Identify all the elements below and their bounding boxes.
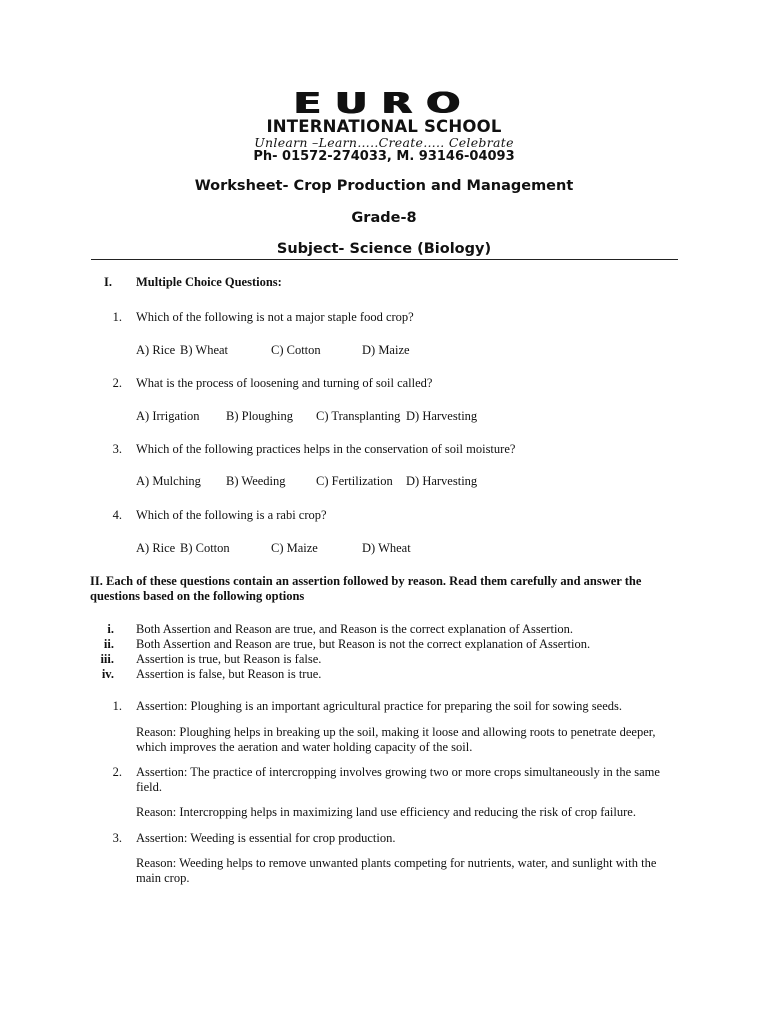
option-a: A) Irrigation	[136, 409, 200, 423]
reason-text: Reason: Ploughing helps in breaking up the soil, making it loose and allowing roots to penetrate deeper,	[136, 725, 656, 739]
option-d: D) Wheat	[362, 541, 411, 555]
option-a: A) Mulching	[136, 474, 201, 488]
logo-motto: Unlearn –Learn…..Create….. Celebrate	[254, 135, 514, 150]
option-a: A) Rice	[136, 541, 176, 555]
option-b: B) Wheat	[180, 343, 229, 357]
option-c: C) Cotton	[271, 343, 321, 357]
question-number: 4.	[112, 508, 122, 522]
worksheet-title: Worksheet- Crop Production and Management	[194, 178, 574, 194]
option-b: B) Ploughing	[226, 409, 294, 423]
section-heading: Multiple Choice Questions:	[136, 275, 282, 289]
option-numeral: i.	[107, 622, 114, 636]
option-c: C) Transplanting	[316, 409, 401, 423]
question-text: What is the process of loosening and turning of soil called?	[136, 376, 433, 390]
school-logo	[219, 87, 549, 164]
question-number: 1.	[112, 310, 122, 324]
question-number: 2.	[112, 765, 122, 779]
question-text: Which of the following is a rabi crop?	[136, 508, 327, 522]
assertion-text: Assertion: Weeding is essential for crop production.	[136, 831, 396, 845]
option-numeral: ii.	[103, 637, 114, 651]
option-b: B) Weeding	[226, 474, 286, 488]
header-divider	[91, 259, 678, 260]
assertion-text-continued: field.	[136, 780, 163, 794]
reason-text-continued: which improves the aeration and water holding capacity of the soil.	[136, 740, 473, 754]
reason-text: Reason: Weeding helps to remove unwanted plants competing for nutrients, water, and sunlight with the	[136, 856, 657, 870]
question-number: 3.	[112, 442, 122, 456]
option-d: D) Maize	[362, 343, 410, 357]
option-text: Both Assertion and Reason are true, but Reason is not the correct explanation of Assertion.	[136, 637, 591, 651]
grade-heading: Grade-8	[351, 210, 417, 226]
option-c: C) Fertilization	[316, 474, 393, 488]
option-b: B) Cotton	[180, 541, 230, 555]
option-text: Assertion is false, but Reason is true.	[136, 667, 322, 681]
reason-text-continued: main crop.	[136, 871, 190, 885]
option-a: A) Rice	[136, 343, 176, 357]
option-d: D) Harvesting	[406, 409, 478, 423]
section-heading: II. Each of these questions contain an assertion followed by reason. Read them carefully and answer the	[90, 574, 642, 588]
question-number: 3.	[112, 831, 122, 845]
question-number: 1.	[112, 699, 122, 713]
section-numeral: I.	[104, 275, 112, 289]
option-numeral: iv.	[101, 667, 114, 681]
option-d: D) Harvesting	[406, 474, 478, 488]
subject-heading: Subject- Science (Biology)	[276, 241, 492, 257]
assertion-text: Assertion: The practice of intercropping involves growing two or more crops simultaneously in the same	[136, 765, 660, 779]
logo-phone: Ph- 01572-274033, M. 93146-04093	[253, 149, 515, 164]
question-number: 2.	[112, 376, 122, 390]
option-text: Assertion is true, but Reason is false.	[136, 652, 322, 666]
logo-wordmark: EURO	[293, 87, 475, 121]
option-c: C) Maize	[271, 541, 318, 555]
option-text: Both Assertion and Reason are true, and Reason is the correct explanation of Assertion.	[136, 622, 574, 636]
logo-school-name: INTERNATIONAL SCHOOL	[266, 117, 502, 136]
question-text: Which of the following is not a major staple food crop?	[136, 310, 414, 324]
section-heading-continued: questions based on the following options	[90, 589, 305, 603]
reason-text: Reason: Intercropping helps in maximizing land use efficiency and reducing the risk of crop failure.	[136, 805, 636, 819]
question-text: Which of the following practices helps in the conservation of soil moisture?	[136, 442, 516, 456]
option-numeral: iii.	[100, 652, 114, 666]
assertion-text: Assertion: Ploughing is an important agricultural practice for preparing the soil for sowing seeds.	[136, 699, 622, 713]
